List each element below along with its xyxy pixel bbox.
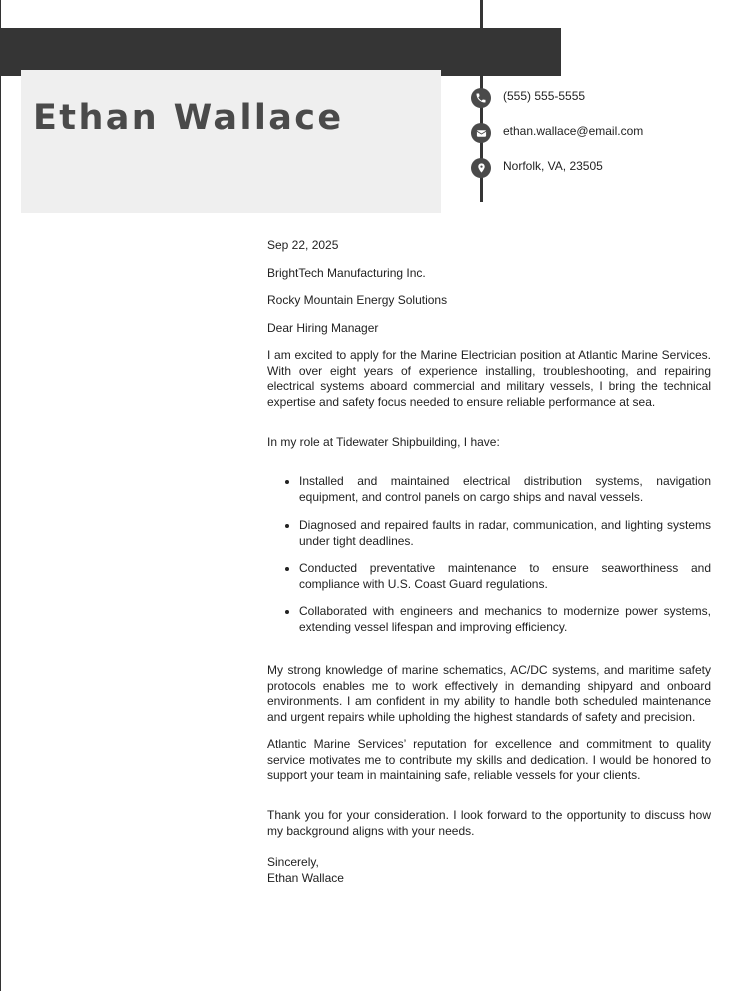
salutation: Dear Hiring Manager <box>267 321 379 335</box>
phone-icon <box>471 88 491 108</box>
bullet-list-container <box>267 604 711 635</box>
name-panel <box>21 70 441 213</box>
list-item: • Conducted preventative maintenance to ensure seaworthiness and compliance with U.S. Coast Guard regulations. <box>299 561 711 592</box>
list-item: • Installed and maintained electrical distribution systems, navigation equipment, and control panels on cargo ships and naval vessels. <box>299 474 711 505</box>
intro-text: I am excited to apply for the Marine Electrician position at Atlantic Marine Services. With over eight years of experience installing, troubleshooting, and repairing electrical systems aboard commercial and military vessels, I bring the technical expertise and safety focus needed to ensure reliable performance at sea. <box>267 348 711 409</box>
bullet-list-container <box>267 561 711 592</box>
email-icon <box>471 123 491 143</box>
contact-location: Norfolk, VA, 23505 <box>503 159 603 173</box>
closing-paragraph <box>267 808 711 839</box>
achievements-list <box>267 561 711 592</box>
location-icon <box>471 158 491 178</box>
contact-phone: (555) 555-5555 <box>503 89 586 103</box>
body-paragraph-2 <box>267 737 711 784</box>
body-text-1: My strong knowledge of marine schematics, AC/DC systems, and maritime safety protocols enables me to work effectively in demanding shipyard and onboard environments. I am confident in my ability to handle both scheduled maintenance and urgent repairs while upholding the highest standards of safety and precision. <box>267 663 711 724</box>
page-left-border <box>0 0 1 991</box>
list-item: • Diagnosed and repaired faults in radar, communication, and lighting systems under tight deadlines. <box>299 518 711 549</box>
signoff: Sincerely, <box>267 855 319 869</box>
list-item: • Collaborated with engineers and mechanics to modernize power systems, extending vessel lifespan and improving efficiency. <box>299 604 711 635</box>
achievements-list <box>267 604 711 635</box>
role-intro: In my role at Tidewater Shipbuilding, I have: <box>267 435 500 449</box>
recipient-company-2: Rocky Mountain Energy Solutions <box>267 293 448 307</box>
letter-date: Sep 22, 2025 <box>267 238 339 252</box>
achievements-list <box>267 518 711 549</box>
contact-email: ethan.wallace@email.com <box>503 124 644 138</box>
bullet-list-container <box>267 474 711 505</box>
body-text-2: Atlantic Marine Services’ reputation for excellence and commitment to quality service motivates me to contribute my skills and dedication. I would be honored to support your team in maintaining safe, reliable vessels for your clients. <box>267 737 711 783</box>
intro-paragraph <box>267 348 711 410</box>
recipient-company: BrightTech Manufacturing Inc. <box>267 266 426 280</box>
closing-text: Thank you for your consideration. I look forward to the opportunity to discuss how my background aligns with your needs. <box>267 808 711 838</box>
applicant-name: Ethan Wallace <box>33 98 344 138</box>
achievements-list <box>267 474 711 505</box>
bullet-list-container <box>267 518 711 549</box>
signature-name: Ethan Wallace <box>267 871 344 885</box>
header-band <box>0 28 561 76</box>
body-paragraph-1 <box>267 663 711 725</box>
